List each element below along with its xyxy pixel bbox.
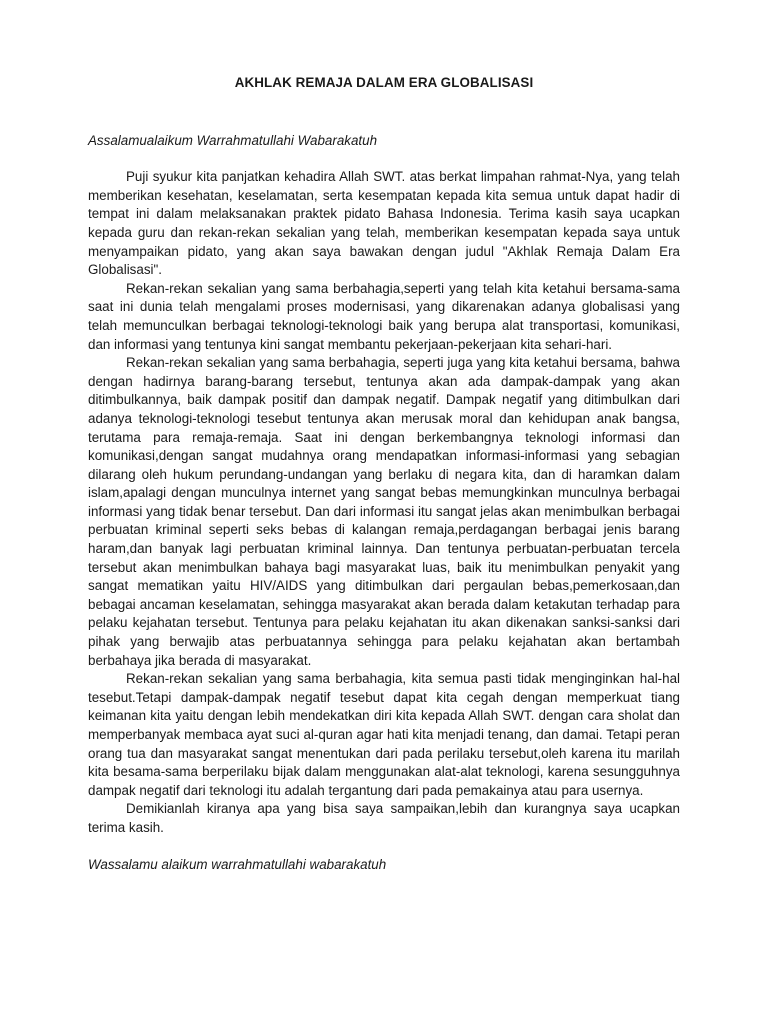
document-content	[88, 74, 680, 874]
closing-greeting: Wassalamu alaikum warrahmatullahi wabarakatuh	[88, 856, 387, 872]
opening-greeting: Assalamualaikum Warrahmatullahi Wabarakatuh	[88, 132, 378, 148]
body-paragraph-5: Demikianlah kiranya apa yang bisa saya sampaikan,lebih dan kurangnya saya ucapkan terima kasih.	[88, 801, 680, 835]
body-paragraph-4: Rekan-rekan sekalian yang sama berbahagia, kita semua pasti tidak menginginkan hal-hal tesebut.Tetapi dampak-dampak negatif tesebut dapat kita cegah dengan memperkuat tiang keimanan kita yaitu dengan lebih mendekatkan diri kita kepada Allah SWT. dengan cara sholat dan memperbanyak membaca ayat suci al-quran agar hati kita menjadi tenang, dan damai. Tetapi peran orang tua dan masyarakat sangat menentukan dari pada perilaku tersebut,oleh karena itu marilah kita besama-sama berperilaku bijak dalam menggunakan alat-alat teknologi, karena sesungguhnya dampak negatif dari teknologi itu adalah tergantung dari pada pemakainya atau para usernya.	[88, 671, 680, 798]
body-paragraph-3: Rekan-rekan sekalian yang sama berbahagia, seperti juga yang kita ketahui bersama, bahwa dengan hadirnya barang-barang tersebut, tentunya akan ada dampak-dampak yang akan ditimbulkannya, baik dampak positif dan dampak negatif. Dampak negatif yang ditimbulkan dari adanya teknologi-teknologi tesebut tentunya akan merusak moral dan kehidupan anak bangsa, terutama para remaja-remaja. Saat ini dengan berkembangnya teknologi informasi dan komunikasi,dengan sangat mudahnya orang mendapatkan informasi-informasi yang sebagian dilarang oleh hukum perundang-undangan yang berlaku di negara kita, dan di haramkan dalam islam,apalagi dengan munculnya internet yang sangat bebas memungkinkan munculnya berbagai informasi yang tidak benar tersebut. Dan dari informasi itu sangat jelas akan menimbulkan berbagai perbuatan kriminal seperti seks bebas di kalangan remaja,perdagangan berbagai jenis barang haram,dan banyak lagi perbuatan kriminal lainnya. Dan tentunya perbuatan-perbuatan tercela tersebut akan menimbulkan bahaya bagi masyarakat luas, baik itu menimbulkan penyakit yang sangat mematikan yaitu HIV/AIDS yang ditimbulkan dari pergaulan bebas,pemerkosaan,dan bebagai ancaman keselamatan, sehingga masyarakat akan berada dalam ketakutan terhadap para pelaku kejahatan tersebut. Tentunya para pelaku kejahatan itu akan dikenakan sanksi-sanksi dari pihak yang berwajib atas perbuatannya sehingga para pelaku kejahatan akan bertambah berbahaya jika berada di masyarakat.	[88, 355, 680, 668]
body-paragraph-1: Puji syukur kita panjatkan kehadira Allah SWT. atas berkat limpahan rahmat-Nya, yang telah memberikan kesehatan, keselamatan, serta kesempatan kepada kita semua untuk dapat hadir di tempat ini dalam melaksanakan praktek pidato Bahasa Indonesia. Terima kasih saya ucapkan kepada guru dan rekan-rekan sekalian yang telah, memberikan kesempatan kepada saya untuk menyampaikan pidato, yang akan saya bawakan dengan judul "Akhlak Remaja Dalam Era Globalisasi".	[88, 169, 680, 278]
document-title: AKHLAK REMAJA DALAM ERA GLOBALISASI	[234, 75, 534, 90]
body-paragraph-2: Rekan-rekan sekalian yang sama berbahagia,seperti yang telah kita ketahui bersama-sama saat ini dunia telah mengalami proses modernisasi, yang dikarenakan adanya globalisasi yang telah memunculkan berbagai teknologi-teknologi baik yang berupa alat transportasi, komunikasi, dan informasi yang tentunya kini sangat membantu pekerjaan-pekerjaan kita sehari-hari.	[88, 280, 680, 352]
